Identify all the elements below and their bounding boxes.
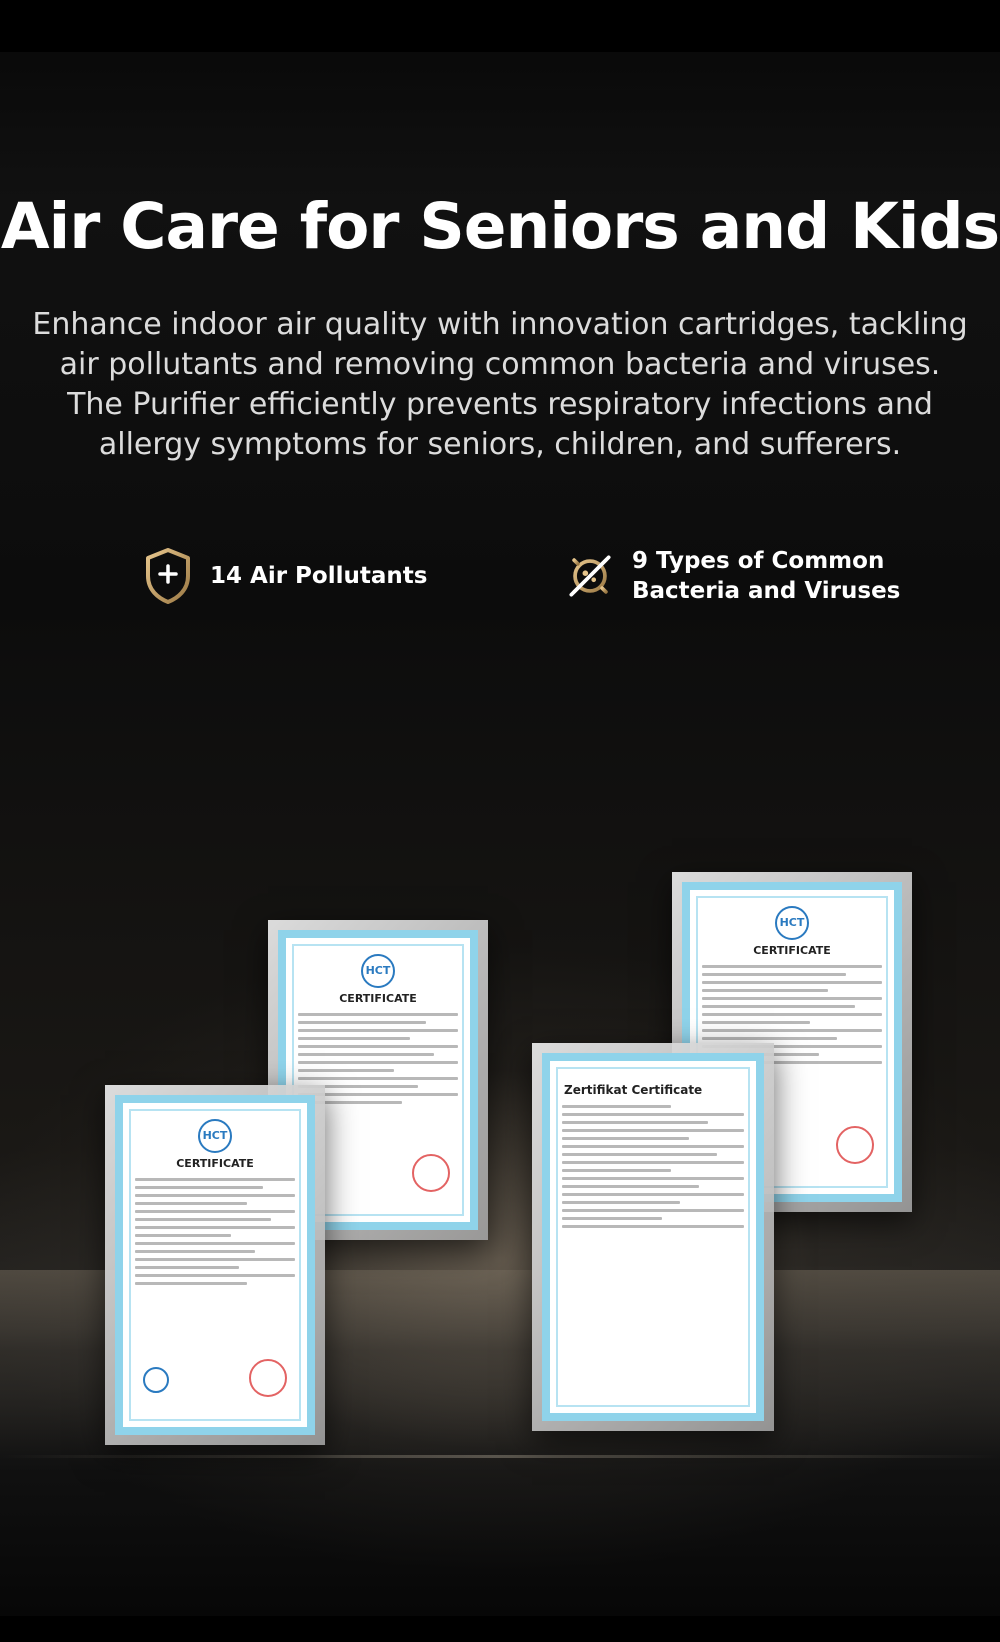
certificate-heading: Zertifikat Certificate <box>564 1083 703 1097</box>
certificate-logo: HCT <box>361 954 395 988</box>
certificate-heading: CERTIFICATE <box>176 1157 254 1170</box>
page-title: Air Care for Seniors and Kids <box>0 190 1000 263</box>
certificate-heading: CERTIFICATE <box>339 992 417 1005</box>
page-description: Enhance indoor air quality with innovation cartridges, tackling air pollutants and removing common bacteria and viruses. The Purifier efficiently prevents respiratory infections and allergy symptoms for seniors, children, and sufferers. <box>32 307 968 462</box>
top-black-bar <box>0 0 1000 52</box>
stage-ledge <box>0 1455 1000 1458</box>
certificate-logo: HCT <box>775 906 809 940</box>
red-stamp <box>412 1154 450 1192</box>
feature-label: 9 Types of Common Bacteria and Viruses <box>632 548 901 604</box>
bottom-black-bar <box>0 1616 1000 1642</box>
red-stamp <box>836 1126 874 1164</box>
certificate-frame <box>105 1085 325 1445</box>
red-stamp <box>249 1359 287 1397</box>
feature-bacteria-viruses <box>562 546 900 606</box>
blue-seal <box>143 1367 169 1393</box>
certificate-frame <box>532 1043 774 1431</box>
certificate-logo: HCT <box>198 1119 232 1153</box>
feature-air-pollutants <box>140 546 427 606</box>
certificate <box>542 1053 764 1421</box>
certificate-heading: CERTIFICATE <box>753 944 831 957</box>
virus-crossed-icon <box>562 546 618 606</box>
certificate <box>115 1095 315 1435</box>
shield-plus-icon <box>140 546 196 606</box>
feature-label: 14 Air Pollutants <box>210 563 428 589</box>
